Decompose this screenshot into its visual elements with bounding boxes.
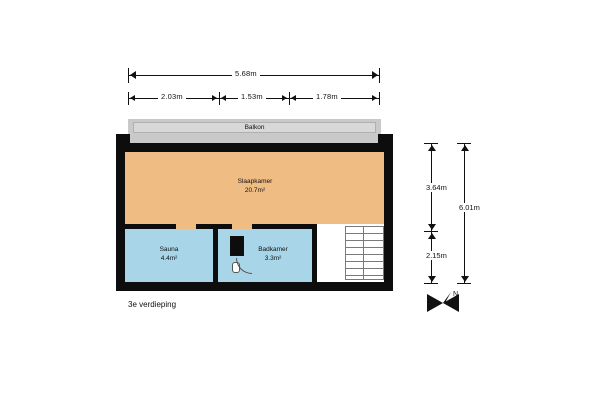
dimension-arrow <box>130 71 136 79</box>
stair-step <box>346 262 383 269</box>
dimension-arrow <box>372 95 377 101</box>
dimension-arrow <box>212 95 217 101</box>
stair-step <box>346 241 383 248</box>
dimension-line-right-total <box>464 143 465 283</box>
dimension-arrow <box>221 95 226 101</box>
dimension-tick <box>379 68 380 83</box>
shower-fixture <box>230 236 244 256</box>
stair-stringer <box>363 226 364 280</box>
room-label-sauna-wrap <box>139 246 199 264</box>
dimension-tick <box>379 92 380 105</box>
dimension-label-total-top: 5.68m <box>232 69 260 78</box>
dimension-tick <box>219 92 220 105</box>
stair-step <box>346 248 383 255</box>
room-label-slaapkamer-wrap <box>195 178 315 196</box>
dimension-arrow <box>130 95 135 101</box>
wall-stub-top-left <box>116 134 130 152</box>
wall-left <box>116 143 125 291</box>
wall-stub-top-right <box>378 134 393 152</box>
compass-north-label: N <box>453 291 459 298</box>
wall-right <box>384 143 393 291</box>
dimension-label-seg-1: 2.03m <box>158 92 186 101</box>
room-label-slaapkamer: Slaapkamer <box>237 178 273 185</box>
dimension-arrow <box>291 95 296 101</box>
room-area-slaapkamer: 20.7m² <box>244 186 266 194</box>
dimension-label-right-seg-2: 2.15m <box>426 251 447 260</box>
wall-top <box>116 143 393 152</box>
floor-label: 3e verdieping <box>128 300 177 309</box>
dimension-tick <box>457 283 471 284</box>
room-area-badkamer: 3.3m² <box>264 254 282 262</box>
dimension-tick <box>128 68 129 83</box>
dimension-arrow <box>428 145 436 151</box>
dimension-arrow <box>461 145 469 151</box>
dimension-arrow <box>428 224 436 230</box>
dimension-label-seg-2: 1.53m <box>238 92 266 101</box>
dimension-arrow <box>428 233 436 239</box>
stair-step <box>346 269 383 276</box>
dimension-arrow <box>461 276 469 282</box>
dimension-label-right-total: 6.01m <box>459 203 480 212</box>
stair-step <box>346 227 383 234</box>
dimension-line-right-inner <box>431 143 432 283</box>
room-label-balkon: Balkon <box>244 124 265 131</box>
dimension-arrow <box>372 71 378 79</box>
dimension-label-seg-3: 1.78m <box>313 92 341 101</box>
room-label-sauna: Sauna <box>159 246 179 253</box>
dimension-arrow <box>428 276 436 282</box>
dimension-tick <box>128 92 129 105</box>
dimension-tick <box>424 283 438 284</box>
room-area-sauna: 4.4m² <box>160 254 178 262</box>
dimension-label-right-seg-1: 3.64m <box>426 183 447 192</box>
dimension-tick <box>289 92 290 105</box>
wall-bottom <box>116 282 393 291</box>
dimension-arrow <box>282 95 287 101</box>
stair-step <box>346 255 383 262</box>
stair-step <box>346 234 383 241</box>
room-label-badkamer: Badkamer <box>258 246 288 253</box>
